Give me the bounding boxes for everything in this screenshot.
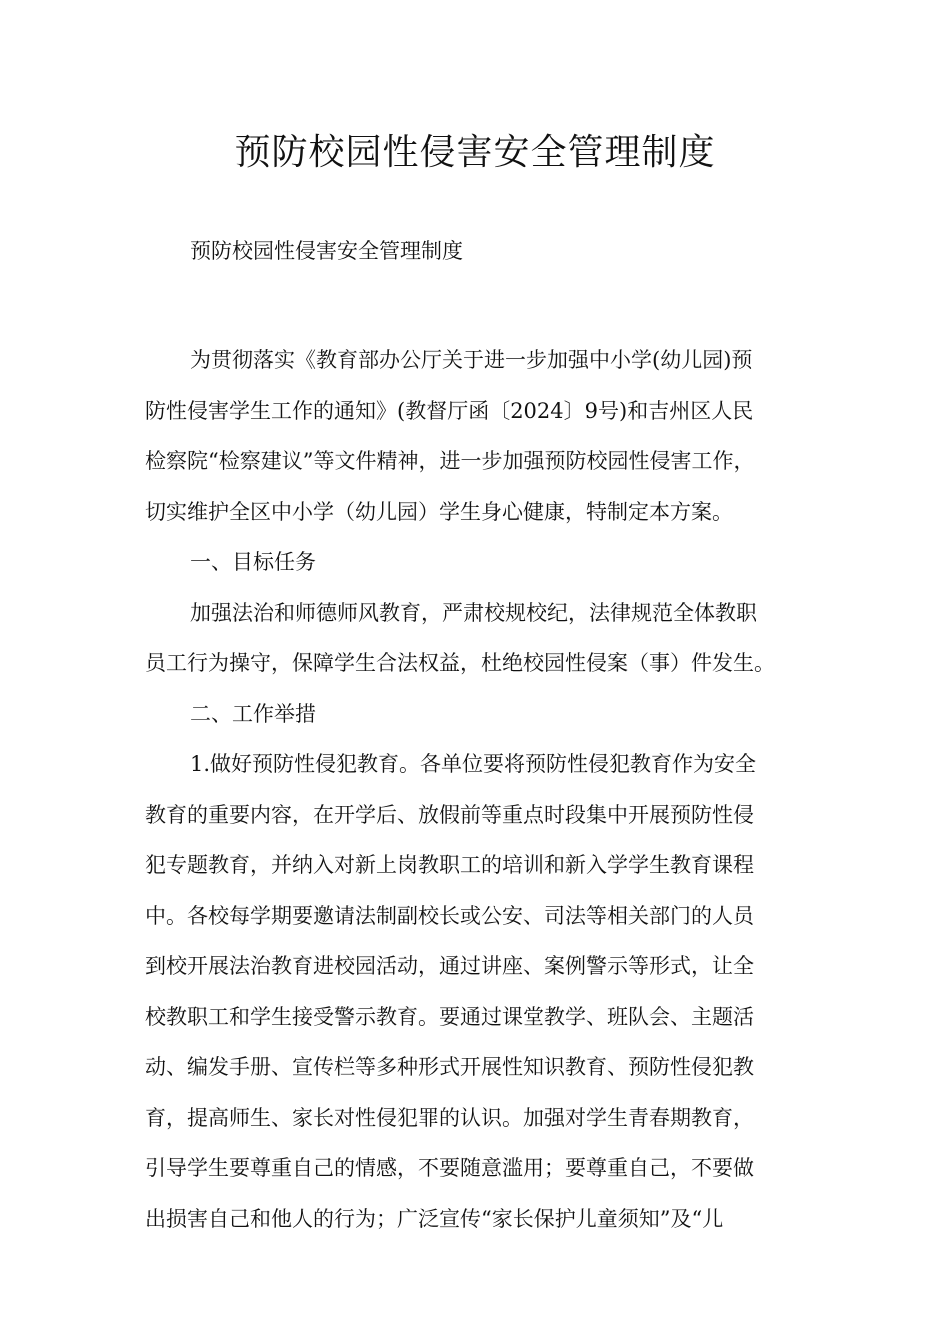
text-line: 教育的重要内容，在开学后、放假前等重点时段集中开展预防性侵 — [145, 802, 754, 827]
text-line: 校教职工和学生接受警示教育。要通过课堂教学、班队会、主题活 — [145, 1004, 754, 1029]
paragraph-intro — [145, 335, 810, 537]
text-line: 出损害自己和他人的行为；广泛宣传“家长保护儿童须知”及“儿 — [145, 1206, 724, 1231]
text-line: 中。各校每学期要邀请法制副校长或公安、司法等相关部门的人员 — [145, 903, 754, 928]
text-line: 为贯彻落实《教育部办公厅关于进一步加强中小学(幼儿园)预 — [190, 348, 753, 372]
text-line: 到校开展法治教育进校园活动，通过讲座、案例警示等形式，让全 — [145, 954, 754, 978]
text-line: 切实维护全区中小学（幼儿园）学生身心健康，特制定本方案。 — [145, 499, 733, 524]
text-line: 1.做好预防性侵犯教育。各单位要将预防性侵犯教育作为安全 — [190, 752, 757, 776]
text-line: 二、工作举措 — [190, 701, 316, 726]
text-line: 员工行为操守，保障学生合法权益，杜绝校园性侵案（事）件发生。 — [145, 651, 775, 675]
section-heading-measures — [145, 689, 810, 740]
document-title: 预防校园性侵害安全管理制度 — [234, 132, 716, 173]
text-line: 防性侵害学生工作的通知》(教督厅函〔2024〕9号)和吉州区人民 — [145, 398, 754, 423]
text-line: 犯专题教育，并纳入对新上岗教职工的培训和新入学学生教育课程 — [145, 853, 754, 877]
text-line: 一、目标任务 — [190, 550, 316, 574]
document-body — [145, 335, 810, 1244]
text-line: 引导学生要尊重自己的情感，不要随意滥用；要尊重自己，不要做 — [145, 1156, 754, 1180]
paragraph-goals — [145, 588, 810, 689]
text-line: 育，提高师生、家长对性侵犯罪的认识。加强对学生青春期教育， — [145, 1105, 754, 1130]
text-line: 加强法治和师德师风教育，严肃校规校纪，法律规范全体教职 — [190, 600, 757, 625]
text-line: 检察院“检察建议”等文件精神，进一步加强预防校园性侵害工作， — [145, 449, 755, 473]
text-line: 动、编发手册、宣传栏等多种形式开展性知识教育、预防性侵犯教 — [145, 1055, 754, 1079]
paragraph-measure-1 — [145, 739, 810, 1244]
section-heading-goals — [145, 537, 810, 588]
document-subtitle: 预防校园性侵害安全管理制度 — [190, 239, 463, 263]
